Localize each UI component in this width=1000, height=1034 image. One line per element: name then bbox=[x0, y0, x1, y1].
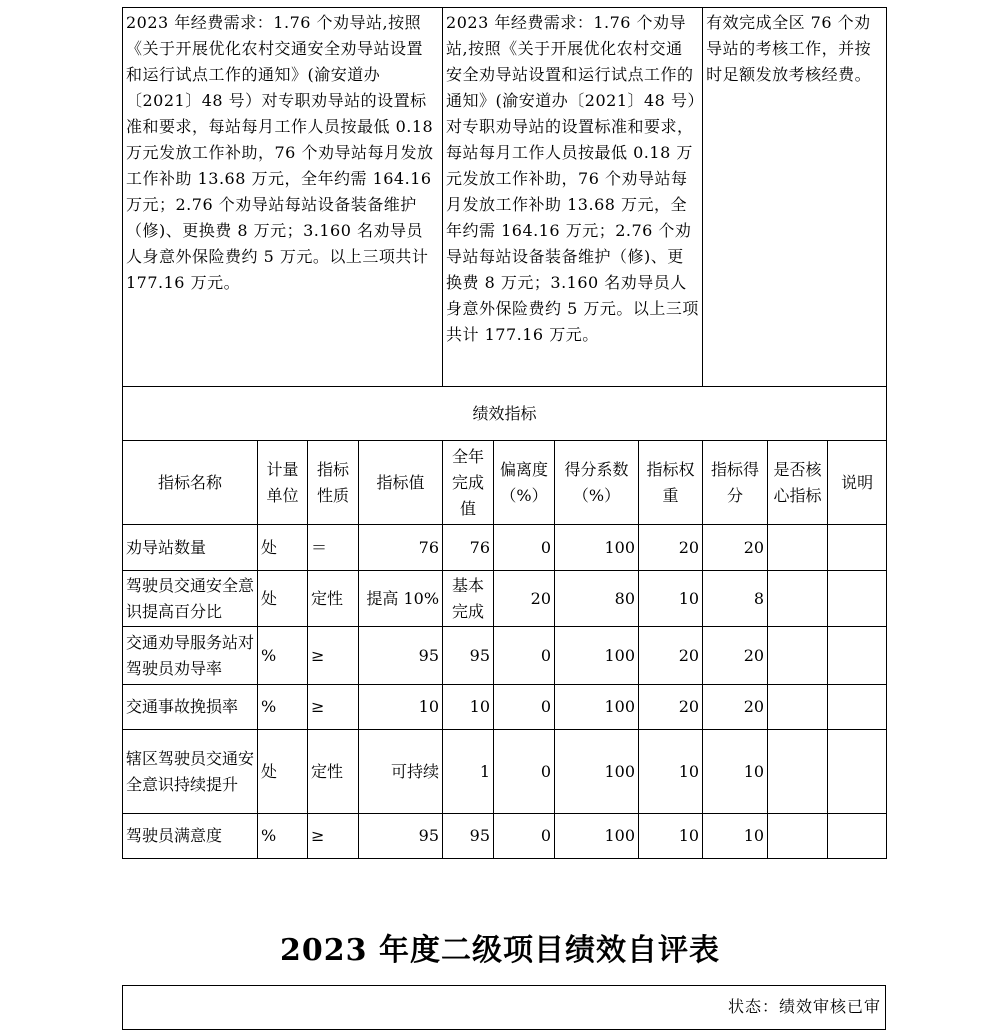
row-score: 20 bbox=[703, 627, 768, 685]
row-core bbox=[768, 627, 828, 685]
row-deviation: 20 bbox=[494, 571, 555, 627]
header-coef: 得分系数（%） bbox=[555, 441, 639, 525]
row-coef: 100 bbox=[555, 525, 639, 571]
header-weight: 指标权重 bbox=[639, 441, 703, 525]
row-deviation: 0 bbox=[494, 627, 555, 685]
row-score: 20 bbox=[703, 685, 768, 730]
row-nature: ≥ bbox=[308, 685, 359, 730]
row-unit: 处 bbox=[258, 525, 308, 571]
row-score: 20 bbox=[703, 525, 768, 571]
row-note bbox=[828, 525, 887, 571]
row-note bbox=[828, 571, 887, 627]
header-score: 指标得分 bbox=[703, 441, 768, 525]
row-core bbox=[768, 814, 828, 859]
row-value: 可持续 bbox=[359, 730, 443, 814]
status-text: 状态：绩效审核已审 bbox=[727, 997, 881, 1016]
row-note bbox=[828, 685, 887, 730]
status-box bbox=[122, 985, 886, 1030]
table-row bbox=[123, 627, 887, 685]
row-name: 驾驶员满意度 bbox=[123, 814, 258, 859]
row-note bbox=[828, 730, 887, 814]
row-note bbox=[828, 814, 887, 859]
row-deviation: 0 bbox=[494, 525, 555, 571]
row-coef: 100 bbox=[555, 627, 639, 685]
funding-row bbox=[123, 8, 887, 387]
row-core bbox=[768, 571, 828, 627]
row-value: 95 bbox=[359, 627, 443, 685]
header-nature: 指标性质 bbox=[308, 441, 359, 525]
table-row bbox=[123, 730, 887, 814]
funding-actual-cell: 2023 年经费需求：1.76 个劝导站,按照《关于开展优化农村交通安全劝导站设置和运行试点工作的通知》(渝安道办〔2021〕48 号）对专职劝导站的设置标准和要求，每站每月工作人员按最低 0.18 万元发放工作补助，76 个劝导站每月发放工作补助 13.68 万元，全年约需 164.16 万元；2.76 个劝导站每站设备装备维护（修)、更换费 8 万元；3.160 名劝导员人身意外保险费约 5 万元。以上三项共计 177.16 万元。 bbox=[443, 8, 703, 387]
row-nature: 定性 bbox=[308, 571, 359, 627]
funding-plan-cell: 2023 年经费需求：1.76 个劝导站,按照《关于开展优化农村交通安全劝导站设置和运行试点工作的通知》(渝安道办〔2021〕48 号）对专职劝导站的设置标准和要求，每站每月工作人员按最低 0.18 万元发放工作补助，76 个劝导站每月发放工作补助 13.68 万元，全年约需 164.16 万元；2.76 个劝导站每站设备装备维护（修)、更换费 8 万元；3.160 名劝导员人身意外保险费约 5 万元。以上三项共计 177.16 万元。 bbox=[123, 8, 443, 387]
row-value: 提高 10% bbox=[359, 571, 443, 627]
header-unit: 计量单位 bbox=[258, 441, 308, 525]
table-row bbox=[123, 525, 887, 571]
section-title: 绩效指标 bbox=[123, 387, 887, 441]
page-title: 2023 年度二级项目绩效自评表 bbox=[280, 933, 720, 968]
header-name: 指标名称 bbox=[123, 441, 258, 525]
row-actual: 76 bbox=[443, 525, 494, 571]
row-name: 驾驶员交通安全意识提高百分比 bbox=[123, 571, 258, 627]
row-unit: 处 bbox=[258, 730, 308, 814]
row-deviation: 0 bbox=[494, 730, 555, 814]
row-coef: 100 bbox=[555, 730, 639, 814]
table-row bbox=[123, 571, 887, 627]
row-nature: ≥ bbox=[308, 627, 359, 685]
header-value: 指标值 bbox=[359, 441, 443, 525]
row-name: 交通事故挽损率 bbox=[123, 685, 258, 730]
row-score: 8 bbox=[703, 571, 768, 627]
row-note bbox=[828, 627, 887, 685]
row-coef: 80 bbox=[555, 571, 639, 627]
performance-table bbox=[122, 7, 887, 859]
row-score: 10 bbox=[703, 814, 768, 859]
row-weight: 20 bbox=[639, 525, 703, 571]
row-unit: % bbox=[258, 627, 308, 685]
row-nature: ＝ bbox=[308, 525, 359, 571]
row-weight: 10 bbox=[639, 814, 703, 859]
row-name: 交通劝导服务站对驾驶员劝导率 bbox=[123, 627, 258, 685]
row-unit: % bbox=[258, 814, 308, 859]
header-deviation: 偏离度（%） bbox=[494, 441, 555, 525]
row-actual: 基本完成 bbox=[443, 571, 494, 627]
row-name: 辖区驾驶员交通安全意识持续提升 bbox=[123, 730, 258, 814]
row-coef: 100 bbox=[555, 685, 639, 730]
header-note: 说明 bbox=[828, 441, 887, 525]
header-core: 是否核心指标 bbox=[768, 441, 828, 525]
row-value: 10 bbox=[359, 685, 443, 730]
row-value: 76 bbox=[359, 525, 443, 571]
row-deviation: 0 bbox=[494, 814, 555, 859]
row-weight: 20 bbox=[639, 627, 703, 685]
row-unit: 处 bbox=[258, 571, 308, 627]
row-nature: ≥ bbox=[308, 814, 359, 859]
row-value: 95 bbox=[359, 814, 443, 859]
row-nature: 定性 bbox=[308, 730, 359, 814]
row-coef: 100 bbox=[555, 814, 639, 859]
row-core bbox=[768, 730, 828, 814]
row-weight: 10 bbox=[639, 571, 703, 627]
header-row bbox=[123, 441, 887, 525]
row-weight: 20 bbox=[639, 685, 703, 730]
row-weight: 10 bbox=[639, 730, 703, 814]
table-row bbox=[123, 814, 887, 859]
header-actual: 全年完成值 bbox=[443, 441, 494, 525]
row-actual: 1 bbox=[443, 730, 494, 814]
row-actual: 10 bbox=[443, 685, 494, 730]
row-actual: 95 bbox=[443, 814, 494, 859]
row-actual: 95 bbox=[443, 627, 494, 685]
table-row bbox=[123, 685, 887, 730]
row-unit: % bbox=[258, 685, 308, 730]
row-deviation: 0 bbox=[494, 685, 555, 730]
row-core bbox=[768, 525, 828, 571]
row-score: 10 bbox=[703, 730, 768, 814]
row-name: 劝导站数量 bbox=[123, 525, 258, 571]
row-core bbox=[768, 685, 828, 730]
funding-result-cell: 有效完成全区 76 个劝导站的考核工作，并按时足额发放考核经费。 bbox=[703, 8, 887, 387]
section-title-row bbox=[123, 387, 887, 441]
